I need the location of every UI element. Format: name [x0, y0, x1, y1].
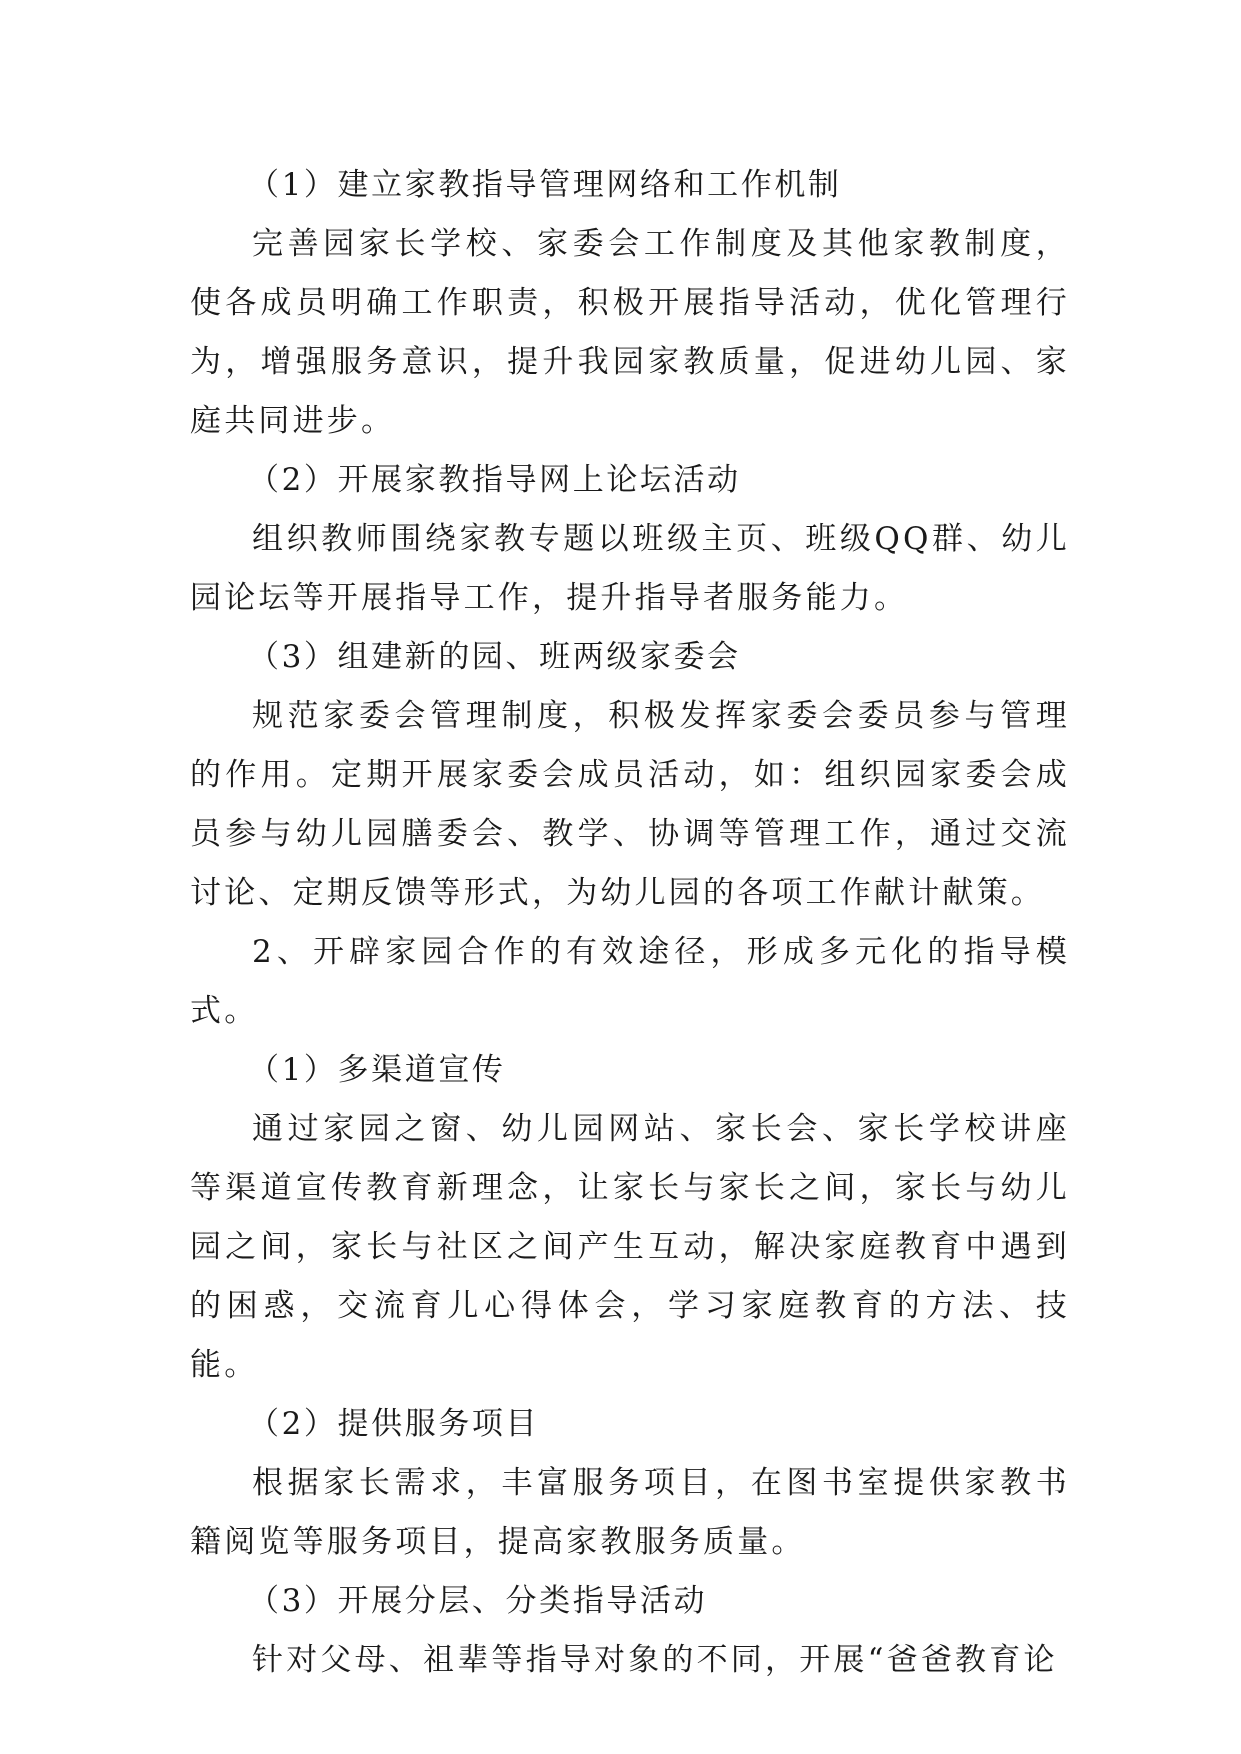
section-heading: （1）多渠道宣传: [248, 1052, 506, 1088]
body-paragraph: 组织教师围绕家教专题以班级主页、班级QQ群、幼儿园论坛等开展指导工作，提升指导者服务能力。: [190, 521, 1070, 616]
section-heading: （1）建立家教指导管理网络和工作机制: [248, 167, 842, 203]
body-paragraph: 完善园家长学校、家委会工作制度及其他家教制度，使各成员明确工作职责，积极开展指导活动，优化管理行为，增强服务意识，提升我园家教质量，促进幼儿园、家庭共同进步。: [190, 226, 1070, 439]
body-paragraph: 针对父母、祖辈等指导对象的不同，开展“爸爸教育论: [252, 1642, 1058, 1678]
body-paragraph: 规范家委会管理制度，积极发挥家委会委员参与管理的作用。定期开展家委会成员活动，如：组织园家委会成员参与幼儿园膳委会、教学、协调等管理工作，通过交流讨论、定期反馈等形式，为幼儿园的各项工作献计献策。: [190, 698, 1070, 911]
numbered-heading: 2、开辟家园合作的有效途径，形成多元化的指导模式。: [190, 934, 1070, 1029]
body-paragraph: 根据家长需求，丰富服务项目，在图书室提供家教书籍阅览等服务项目，提高家教服务质量。: [190, 1465, 1070, 1560]
section-heading: （2）开展家教指导网上论坛活动: [248, 462, 741, 498]
body-paragraph: 通过家园之窗、幼儿园网站、家长会、家长学校讲座等渠道宣传教育新理念，让家长与家长之间，家长与幼儿园之间，家长与社区之间产生互动，解决家庭教育中遇到的困惑，交流育儿心得体会，学习家庭教育的方法、技能。: [190, 1111, 1070, 1383]
section-heading: （2）提供服务项目: [248, 1406, 540, 1442]
section-heading: （3）组建新的园、班两级家委会: [248, 639, 741, 675]
document-body: [190, 156, 1070, 1690]
section-heading: （3）开展分层、分类指导活动: [248, 1583, 708, 1619]
